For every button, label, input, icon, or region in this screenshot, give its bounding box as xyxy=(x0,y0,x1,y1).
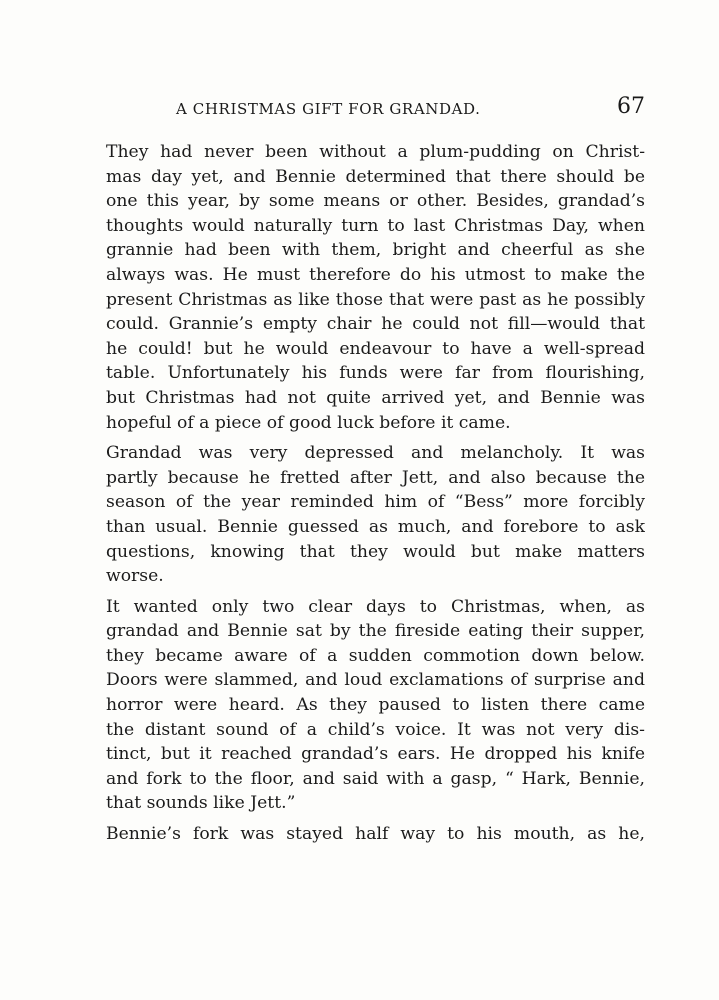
text-line: thoughts would naturally turn to last Christmas Day, when xyxy=(106,215,645,236)
text-line: that sounds like Jett.” xyxy=(106,793,296,814)
text-line: and fork to the floor, and said with a gasp, “ Hark, Bennie, xyxy=(106,768,645,789)
text-line: It wanted only two clear days to Christmas, when, as xyxy=(106,596,645,617)
text-line: Bennie’s fork was stayed half way to his mouth, as he, xyxy=(106,824,645,845)
text-line: Doors were slammed, and loud exclamations of surprise and xyxy=(106,670,645,691)
text-line: season of the year reminded him of “Bess” more forcibly xyxy=(106,492,645,513)
text-line: questions, knowing that they would but make matters xyxy=(106,541,645,562)
text-line: they became aware of a sudden commotion down below. xyxy=(106,645,645,666)
paragraph xyxy=(106,822,645,847)
text-line: tinct, but it reached grandad’s ears. He dropped his knife xyxy=(106,744,645,765)
text-line: could. Grannie’s empty chair he could not fill—would that xyxy=(106,314,645,335)
text-line: but Christmas had not quite arrived yet, and Bennie was xyxy=(106,387,645,408)
text-line: always was. He must therefore do his utmost to make the xyxy=(106,264,645,285)
text-line: horror were heard. As they paused to listen there came xyxy=(106,695,645,716)
text-line: grannie had been with them, bright and cheerful as she xyxy=(106,240,645,261)
text-line: present Christmas as like those that were past as he possibly xyxy=(106,289,645,310)
text-line: than usual. Bennie guessed as much, and forebore to ask xyxy=(106,516,645,537)
running-header xyxy=(106,94,645,124)
text-line: the distant sound of a child’s voice. It was not very dis- xyxy=(106,719,645,740)
text-line: he could! but he would endeavour to have a well-spread xyxy=(106,338,645,359)
text-line: hopeful of a piece of good luck before it came. xyxy=(106,412,511,433)
text-line: They had never been without a plum-pudding on Christ- xyxy=(106,142,645,162)
text-line: one this year, by some means or other. Besides, grandad’s xyxy=(106,191,645,212)
text-line: worse. xyxy=(106,566,164,587)
paragraph xyxy=(106,441,645,589)
paragraph xyxy=(106,595,645,816)
page-number: 67 xyxy=(617,94,645,119)
text-line: mas day yet, and Bennie determined that there should be xyxy=(106,166,645,187)
running-title: A CHRISTMAS GIFT FOR GRANDAD. xyxy=(176,100,481,118)
text-line: Grandad was very depressed and melancholy. It was xyxy=(106,443,645,464)
text-line: partly because he fretted after Jett, and also because the xyxy=(106,467,645,488)
text-line: table. Unfortunately his funds were far from flourishing, xyxy=(106,363,645,384)
text-line: grandad and Bennie sat by the fireside eating their supper, xyxy=(106,621,645,642)
paragraph xyxy=(106,140,645,435)
body-text xyxy=(106,140,645,847)
